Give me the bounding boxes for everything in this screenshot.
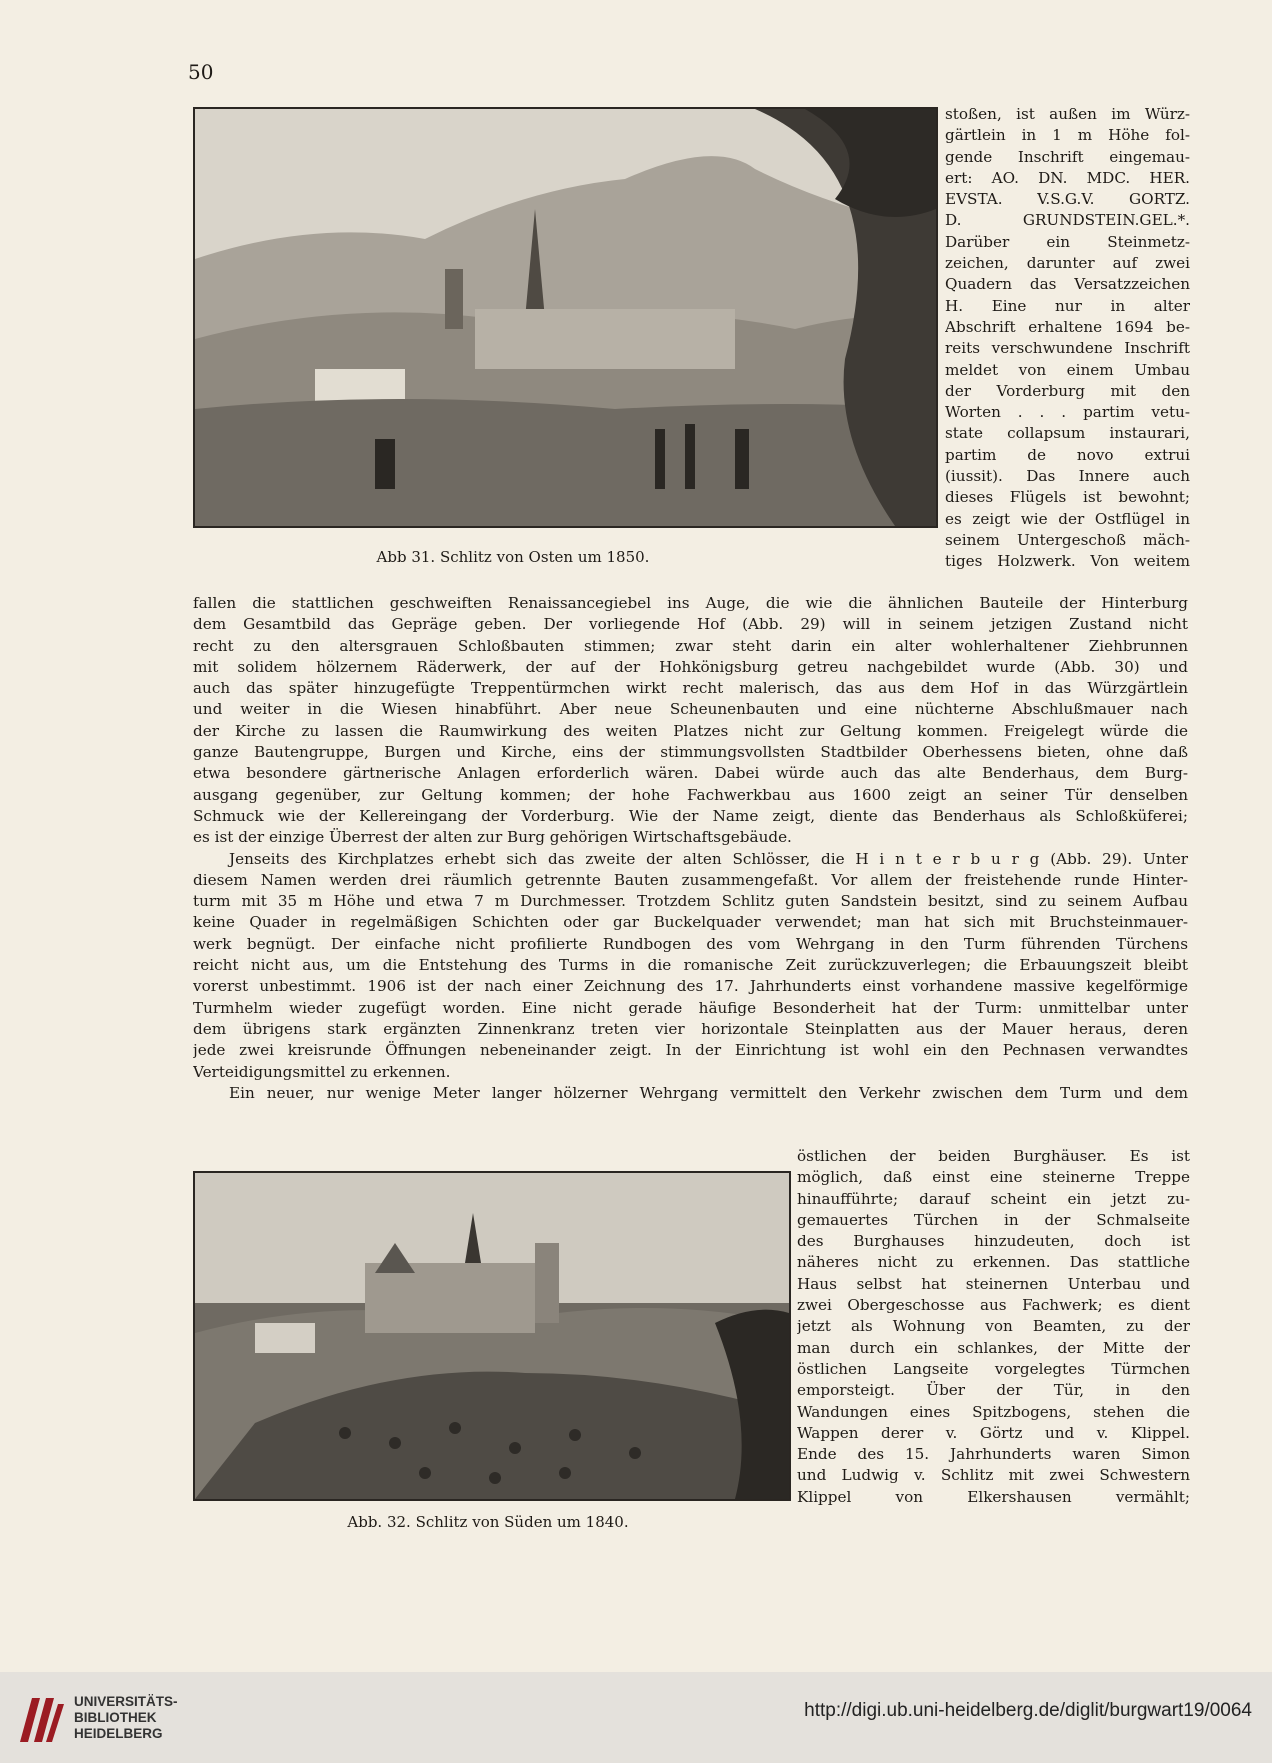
text-line: Verteidigungsmittel zu erkennen. [193, 1062, 451, 1081]
text-line: auch das später hinzugefügte Treppentürmchen wirkt recht malerisch, das aus dem Hof in das Würzgärtlein [193, 679, 1188, 698]
text-line: mit solidem hölzernem Räderwerk, der auf der Hohkönigsburg getreu nachgebildet wurde (Abb. 30) und [193, 657, 1188, 676]
text-line: dem Gesamtbild das Gepräge geben. Der vorliegende Hof (Abb. 29) will in seinem jetzigen Zustand nicht [193, 615, 1188, 634]
text-line: H. Eine nur in alter [945, 296, 1190, 315]
text-line: gemauertes Türchen in der Schmalseite [797, 1210, 1190, 1229]
library-name [74, 1694, 178, 1742]
text-line: vorerst unbestimmt. 1906 ist der nach einer Zeichnung des 17. Jahrhunderts einst vorhandene massive kegelförmige [193, 977, 1188, 996]
text-line: Schmuck wie der Kellereingang der Vorderburg. Wie der Name zeigt, diente das Benderhaus als Schloßküferei; [193, 806, 1188, 825]
text-line: tiges Holzwerk. Von weitem [945, 552, 1190, 571]
library-name-line: BIBLIOTHEK [74, 1710, 157, 1725]
text-line: recht zu den altersgrauen Schloßbauten stimmen; zwar steht darin ein alter wohlerhaltener Ziehbrunnen [193, 636, 1188, 655]
text-line: partim de novo extrui [945, 445, 1190, 464]
text-line: möglich, daß einst eine steinerne Treppe [797, 1168, 1190, 1187]
text-line: diesem Namen werden drei räumlich getrennte Bauten zusammengefaßt. Vor allem der freistehende runde Hinter- [193, 870, 1188, 889]
text-line: Ende des 15. Jahrhunderts waren Simon [797, 1445, 1190, 1464]
text-line: zeichen, darunter auf zwei [945, 254, 1190, 273]
text-line: state collapsum instaurari, [945, 424, 1190, 443]
figure-31-image [193, 107, 938, 528]
text-line: dem übrigens stark ergänzten Zinnenkranz treten vier horizontale Steinplatten aus der Mauer heraus, deren [193, 1019, 1188, 1038]
text-line: turm mit 35 m Höhe und etwa 7 m Durchmesser. Trotzdem Schlitz guten Sandstein besitzt, sind zu seinem Aufbau [193, 892, 1188, 911]
text-line: man durch ein schlankes, der Mitte der [797, 1338, 1190, 1357]
text-line: reits verschwundene Inschrift [945, 339, 1190, 358]
text-line: seinem Untergeschoß mäch- [945, 530, 1190, 549]
text-line: Haus selbst hat steinernen Unterbau und [797, 1274, 1190, 1293]
text-line: gende Inschrift eingemau- [945, 147, 1190, 166]
footer-bar [0, 1672, 1272, 1763]
text-line: Turmhelm wieder zugefügt worden. Eine nicht gerade häufige Besonderheit hat der Turm: unmittelbar unter [193, 998, 1188, 1017]
text-line: ausgang gegenüber, zur Geltung kommen; der hohe Fachwerkbau aus 1600 zeigt an seiner Tür denselben [193, 785, 1188, 804]
text-line: der Kirche zu lassen die Raumwirkung des weiten Platzes nicht zur Geltung kommen. Freigelegt würde die [193, 721, 1188, 740]
text-line: (iussit). Das Innere auch [945, 467, 1190, 486]
library-name-line: UNIVERSITÄTS- [74, 1694, 178, 1709]
text-line: Wandungen eines Spitzbogens, stehen die [797, 1402, 1190, 1421]
figure-31-caption: Abb 31. Schlitz von Osten um 1850. [376, 548, 650, 566]
text-line: Ein neuer, nur wenige Meter langer hölzerner Wehrgang vermittelt den Verkehr zwischen dem Turm und dem [229, 1083, 1188, 1102]
text-line: Worten . . . partim vetu- [945, 403, 1190, 422]
body-text [193, 593, 1188, 1104]
text-line: des Burghauses hinzudeuten, doch ist [797, 1232, 1190, 1251]
text-line: zwei Obergeschosse aus Fachwerk; es dient [797, 1296, 1190, 1315]
text-line: östlichen der beiden Burghäuser. Es ist [797, 1147, 1190, 1165]
text-line: gärtlein in 1 m Höhe fol- [945, 126, 1190, 145]
text-line: und weiter in die Wiesen hinabführt. Aber neue Scheunenbauten und eine nüchterne Abschlußmauer nach [193, 700, 1188, 719]
text-line: reicht nicht aus, um die Entstehung des Turms in die romanische Zeit zurückzuverlegen; die Erbauungszeit bleibt [193, 956, 1188, 975]
text-line: werk begnügt. Der einfache nicht profilierte Rundbogen des vom Wehrgang in den Turm führenden Türchens [193, 934, 1188, 953]
source-url-link[interactable]: http://digi.ub.uni-heidelberg.de/diglit/burgwart19/0064 [804, 1700, 1252, 1721]
text-line: Abschrift erhaltene 1694 be- [945, 317, 1190, 336]
sidebar-bottom-text [797, 1146, 1190, 1508]
text-line: fallen die stattlichen geschweiften Renaissancegiebel ins Auge, die wie die ähnlichen Bauteile der Hinterburg [193, 594, 1188, 612]
text-line: jede zwei kreisrunde Öffnungen nebeneinander zeigt. In der Einrichtung ist wohl ein den Pechnasen verwandtes [193, 1041, 1188, 1060]
text-line: Klippel von Elkershausen vermählt; [797, 1487, 1190, 1506]
text-line: Wappen derer v. Görtz und v. Klippel. [797, 1423, 1190, 1442]
figure-32-caption: Abb. 32. Schlitz von Süden um 1840. [347, 1513, 629, 1531]
text-line: jetzt als Wohnung von Beamten, zu der [797, 1317, 1190, 1336]
text-line: etwa besondere gärtnerische Anlagen erforderlich wären. Dabei würde auch das alte Benderhaus, dem Burg- [193, 764, 1188, 783]
text-line: Jenseits des Kirchplatzes erhebt sich das zweite der alten Schlösser, die H i n t e r b u r g (Abb. 29). Unter [229, 849, 1188, 868]
sidebar-top-text [945, 104, 1190, 573]
text-line: ganze Bautengruppe, Burgen und Kirche, eins der stimmungsvollsten Stadtbilder Oberhessens bieten, ohne daß [193, 743, 1188, 762]
text-line: östlichen Langseite vorgelegtes Türmchen [797, 1359, 1190, 1378]
text-line: ert: AO. DN. MDC. HER. [945, 168, 1190, 187]
text-line: es ist der einzige Überrest der alten zur Burg gehörigen Wirtschaftsgebäude. [193, 828, 792, 847]
library-name-line: HEIDELBERG [74, 1726, 163, 1741]
figure-32-image [193, 1171, 791, 1501]
text-line: meldet von einem Umbau [945, 360, 1190, 379]
text-line: dieses Flügels ist bewohnt; [945, 488, 1190, 507]
text-line: es zeigt wie der Ostflügel in [945, 509, 1190, 528]
text-line: D. GRUNDSTEIN.GEL.*. [945, 211, 1190, 230]
text-line: und Ludwig v. Schlitz mit zwei Schwestern [797, 1466, 1190, 1485]
page-number: 50 [188, 60, 214, 84]
university-library-logo-icon [16, 1690, 66, 1746]
text-line: der Vorderburg mit den [945, 381, 1190, 400]
text-line: näheres nicht zu erkennen. Das stattliche [797, 1253, 1190, 1272]
text-line: hinaufführte; darauf scheint ein jetzt zu- [797, 1189, 1190, 1208]
text-line: stoßen, ist außen im Würz- [945, 105, 1190, 123]
text-line: Darüber ein Steinmetz- [945, 232, 1190, 251]
text-line: Quadern das Versatzzeichen [945, 275, 1190, 294]
text-line: EVSTA. V.S.G.V. GORTZ. [945, 190, 1190, 209]
text-line: keine Quader in regelmäßigen Schichten oder gar Buckelquader verwendet; man hat sich mit Bruchsteinmauer- [193, 913, 1188, 932]
text-line: emporsteigt. Über der Tür, in den [797, 1381, 1190, 1400]
